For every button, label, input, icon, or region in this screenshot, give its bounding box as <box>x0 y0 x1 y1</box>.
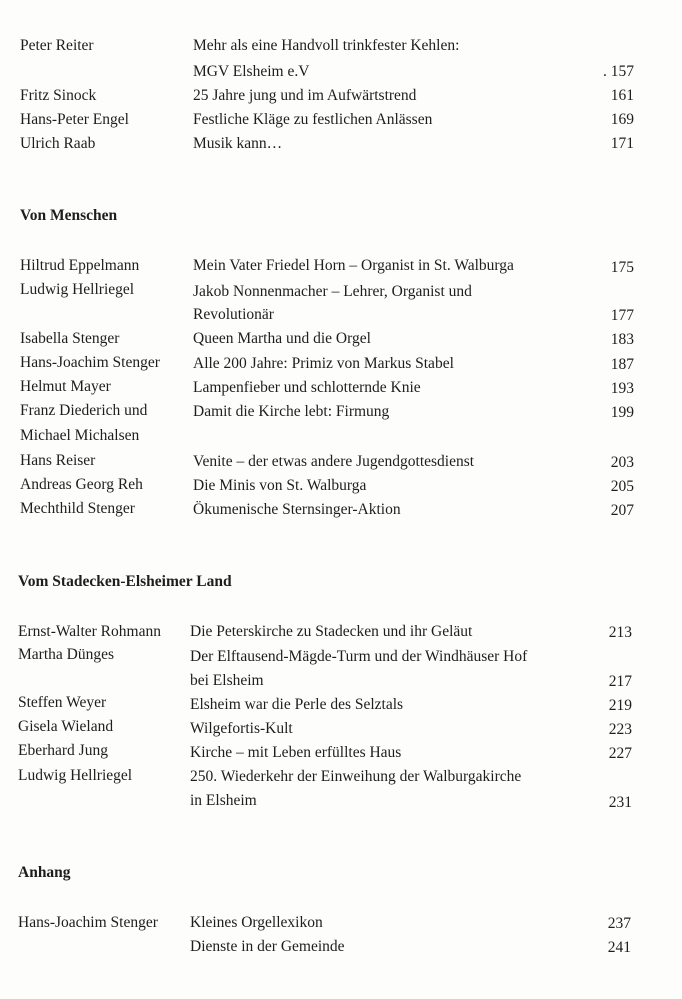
toc-page-number: 207 <box>610 502 634 519</box>
toc-author: Steffen Weyer <box>18 694 107 711</box>
toc-title: 25 Jahre jung und im Aufwärtstrend <box>193 87 417 104</box>
section-heading: Von Menschen <box>20 207 118 224</box>
toc-author: Ludwig Hellriegel <box>20 281 135 298</box>
toc-author: Mechthild Stenger <box>20 500 135 517</box>
toc-page-number: . 157 <box>603 63 634 80</box>
toc-author: Martha Dünges <box>18 646 114 663</box>
toc-author: Hans Reiser <box>20 452 96 469</box>
toc-title: Jakob Nonnenmacher – Lehrer, Organist und <box>193 283 472 300</box>
toc-title: Mein Vater Friedel Horn – Organist in St. Walburga <box>193 257 514 274</box>
toc-title: Kleines Orgellexikon <box>190 914 323 931</box>
toc-title-continued: in Elsheim <box>190 792 257 809</box>
toc-title: Die Peterskirche zu Stadecken und ihr Geläut <box>190 623 473 640</box>
toc-page-number: 193 <box>610 380 634 397</box>
toc-page-number: 219 <box>608 697 632 714</box>
toc-page-number: 169 <box>610 111 634 128</box>
toc-page-number: 227 <box>608 745 632 762</box>
toc-author: Hans-Joachim Stenger <box>20 354 160 371</box>
toc-page-number: 241 <box>607 939 631 956</box>
toc-title: Ökumenische Sternsinger-Aktion <box>193 501 401 518</box>
toc-title: Queen Martha und die Orgel <box>193 330 371 347</box>
toc-page-number: 231 <box>608 794 632 811</box>
toc-page-number: 213 <box>608 624 632 641</box>
toc-author-continued: Michael Michalsen <box>20 427 140 444</box>
toc-page-number: 183 <box>610 331 634 348</box>
toc-page-number: 203 <box>610 454 634 471</box>
toc-page-number: 205 <box>610 478 634 495</box>
toc-author: Fritz Sinock <box>20 87 97 104</box>
toc-title: Festliche Kläge zu festlichen Anlässen <box>193 111 433 128</box>
toc-title: Wilgefortis-Kult <box>190 720 293 737</box>
toc-title: Die Minis von St. Walburga <box>193 477 367 494</box>
toc-author: Peter Reiter <box>20 37 94 54</box>
toc-title-continued: bei Elsheim <box>190 672 264 689</box>
toc-title: Musik kann… <box>193 135 283 152</box>
toc-author: Helmut Mayer <box>20 378 111 395</box>
toc-title: Damit die Kirche lebt: Firmung <box>193 403 390 420</box>
section-heading: Anhang <box>18 864 71 881</box>
toc-author: Ludwig Hellriegel <box>18 767 133 784</box>
toc-author: Hans-Joachim Stenger <box>18 914 158 931</box>
toc-title-continued: MGV Elsheim e.V <box>193 63 310 80</box>
toc-title: Dienste in der Gemeinde <box>190 938 345 955</box>
toc-author: Gisela Wieland <box>18 718 114 735</box>
toc-page-number: 175 <box>610 259 634 276</box>
toc-title: Lampenfieber und schlotternde Knie <box>193 379 421 396</box>
toc-page-number: 199 <box>610 404 634 421</box>
toc-title: Venite – der etwas andere Jugendgottesdienst <box>193 453 475 470</box>
toc-author: Ulrich Raab <box>20 135 96 152</box>
toc-page-number: 237 <box>607 915 631 932</box>
toc-page-number: 217 <box>608 673 632 690</box>
toc-author: Andreas Georg Reh <box>20 476 143 493</box>
toc-title-continued: Revolutionär <box>193 306 274 323</box>
toc-title: Elsheim war die Perle des Selztals <box>190 696 404 713</box>
toc-title: Mehr als eine Handvoll trinkfester Kehlen: <box>193 37 460 54</box>
section-heading: Vom Stadecken-Elsheimer Land <box>18 573 232 590</box>
toc-author: Franz Diederich und <box>20 402 148 419</box>
toc-author: Hiltrud Eppelmann <box>20 257 140 274</box>
toc-author: Eberhard Jung <box>18 742 108 759</box>
toc-page-number: 187 <box>610 356 634 373</box>
toc-page-number: 171 <box>610 135 634 152</box>
toc-title: Alle 200 Jahre: Primiz von Markus Stabel <box>193 355 454 372</box>
toc-author: Hans-Peter Engel <box>20 111 129 128</box>
toc-page-number: 177 <box>610 307 634 324</box>
toc-title: Der Elftausend-Mägde-Turm und der Windhäuser Hof <box>190 648 528 665</box>
toc-title: Kirche – mit Leben erfülltes Haus <box>190 744 402 761</box>
toc-page-number: 223 <box>608 721 632 738</box>
toc-author: Ernst-Walter Rohmann <box>18 623 161 640</box>
toc-author: Isabella Stenger <box>20 330 120 347</box>
toc-title: 250. Wiederkehr der Einweihung der Walburgakirche <box>190 768 522 785</box>
toc-page-number: 161 <box>610 87 634 104</box>
